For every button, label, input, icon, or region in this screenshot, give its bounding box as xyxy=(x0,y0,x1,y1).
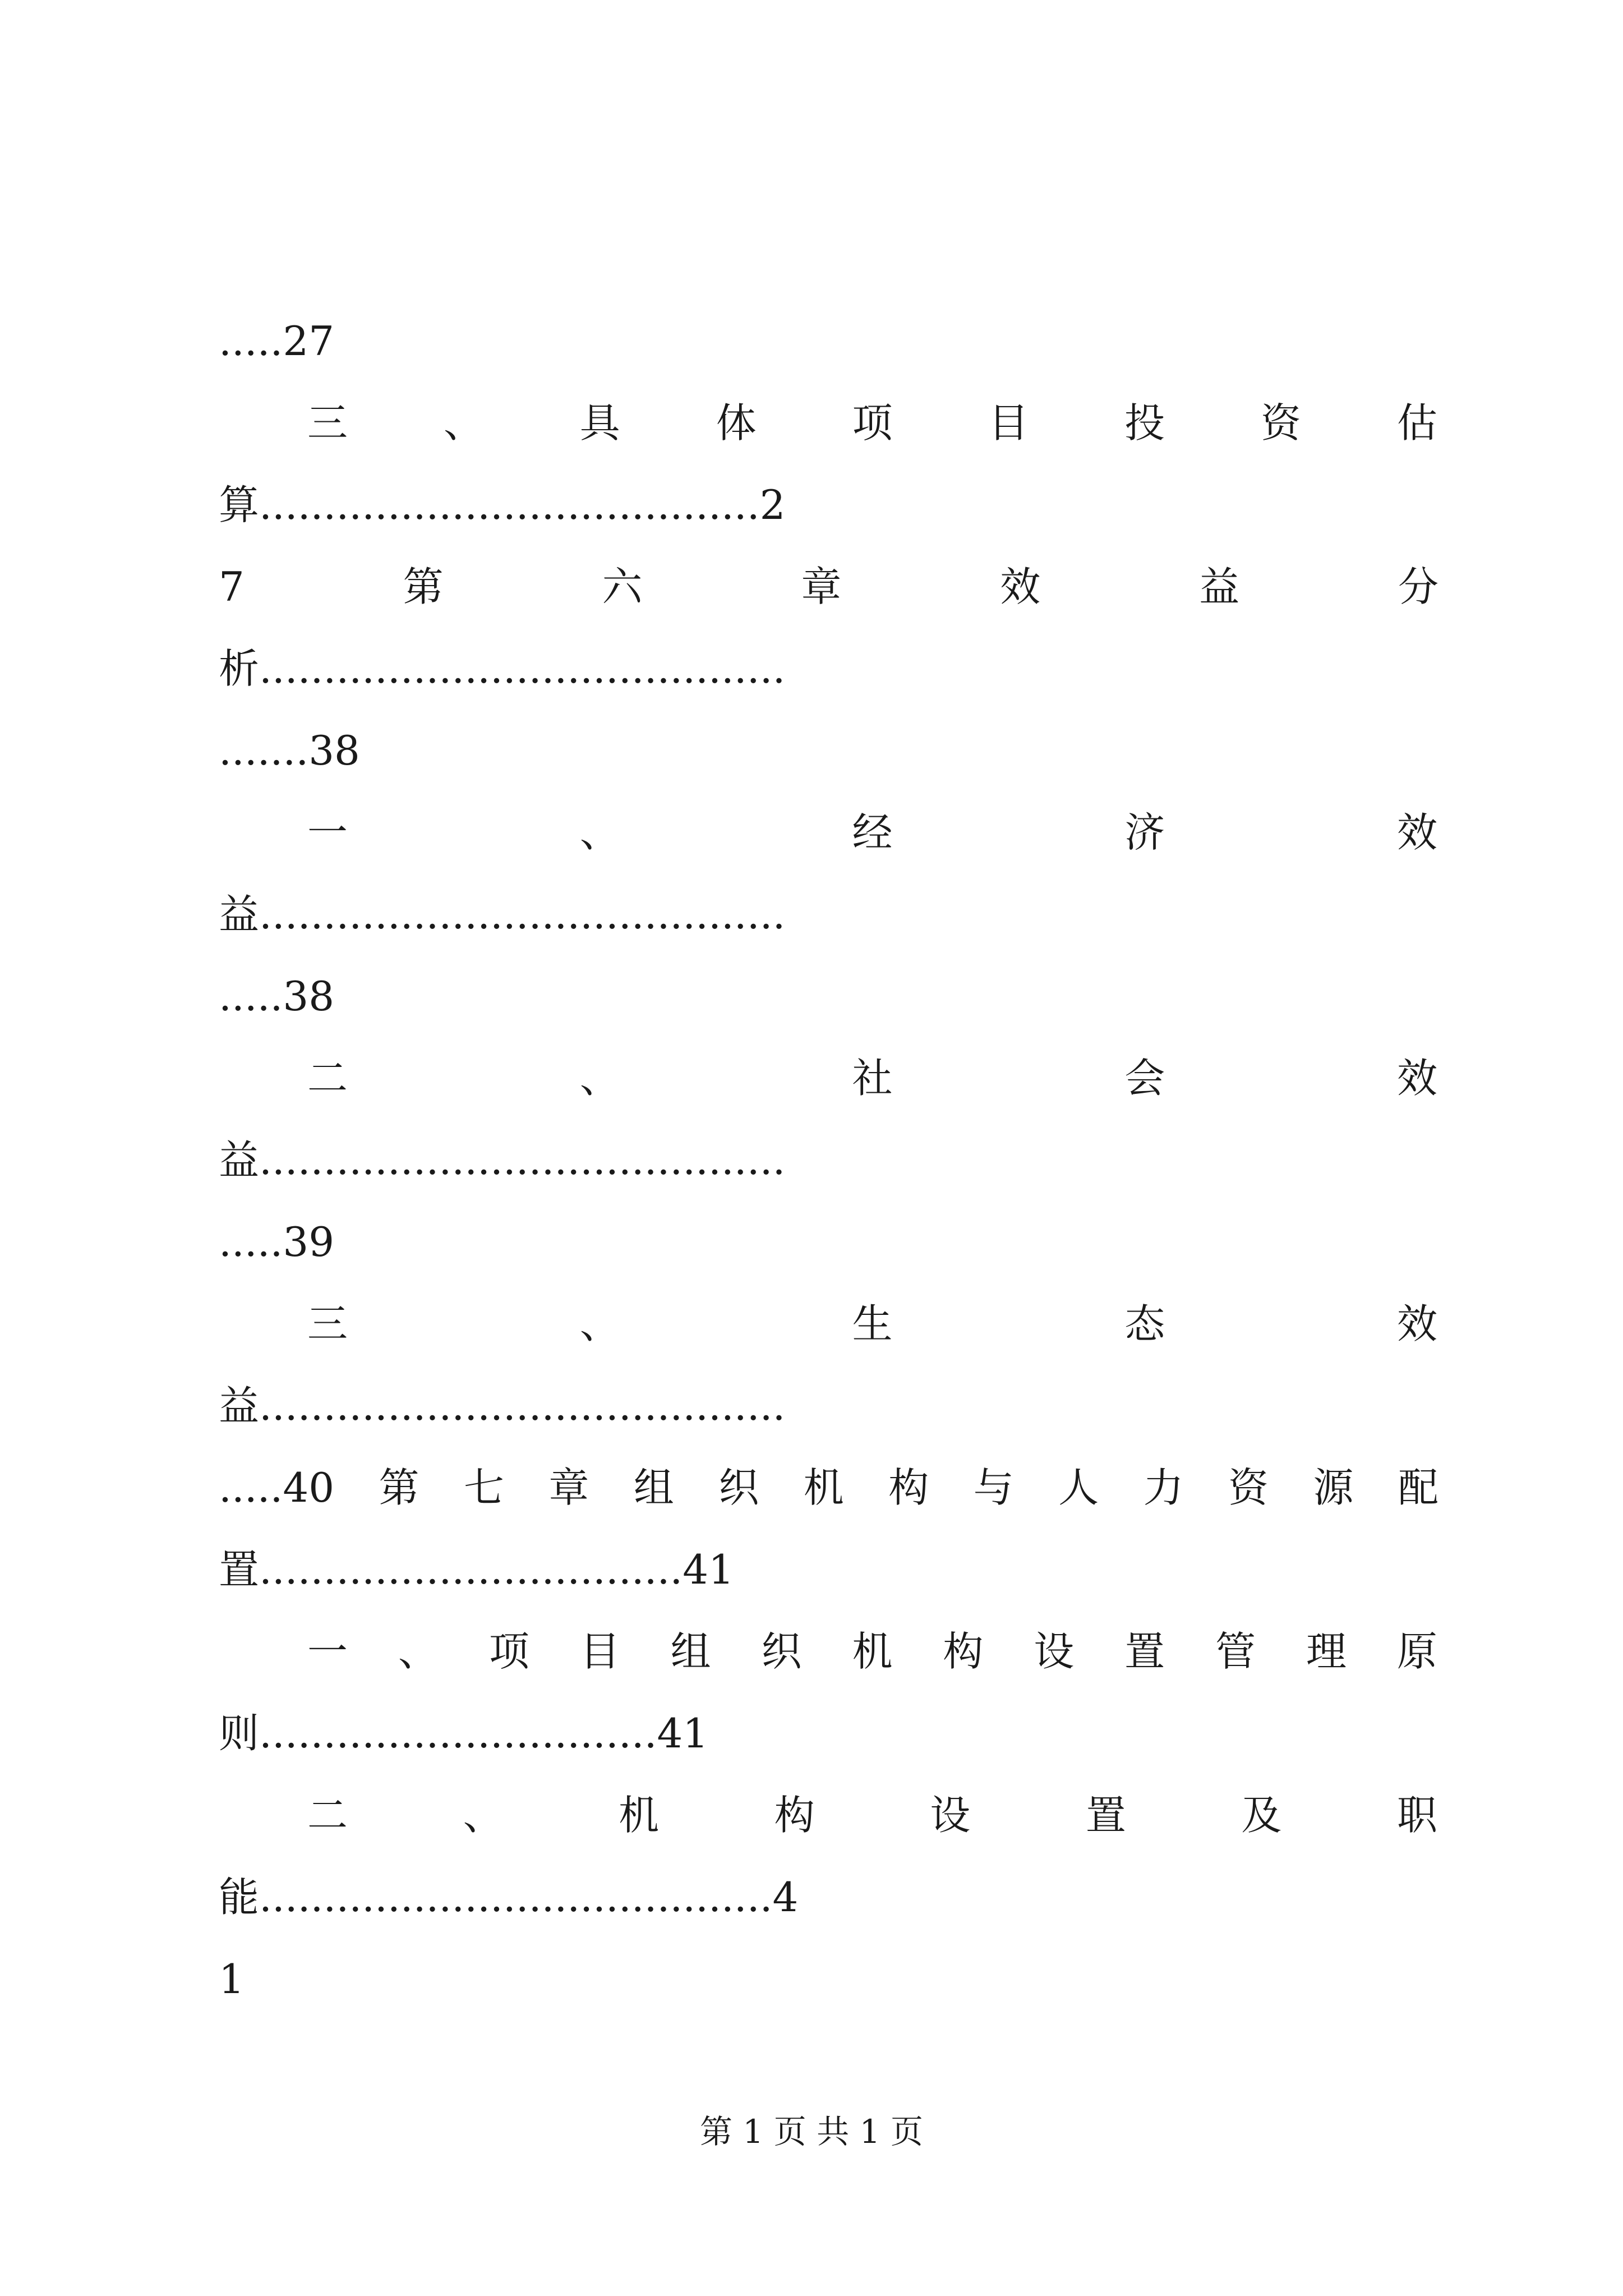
toc-line-8 xyxy=(219,881,1468,948)
page-footer: 第 1 页 共 1 页 xyxy=(700,2113,923,2151)
toc-char: 经 xyxy=(852,809,893,856)
toc-char: 构 xyxy=(943,1628,984,1675)
toc-char: 分 xyxy=(1398,563,1438,610)
toc-char: 织 xyxy=(761,1628,802,1675)
toc-char: 效 xyxy=(1396,809,1437,856)
toc-line-12 xyxy=(219,1208,1438,1276)
toc-char: 七 xyxy=(463,1464,504,1511)
toc-char: 济 xyxy=(1124,809,1165,856)
toc-char: 效 xyxy=(1396,1300,1437,1347)
toc-char: 社 xyxy=(852,1055,893,1102)
toc-text: 能........................................4 xyxy=(219,1874,799,1921)
toc-char: 三 xyxy=(307,1300,348,1347)
toc-text: .....38 xyxy=(219,973,335,1020)
toc-char: 资 xyxy=(1228,1464,1269,1511)
toc-char: 体 xyxy=(716,399,757,447)
toc-text: .....27 xyxy=(219,318,335,365)
toc-char: 三 xyxy=(307,399,348,447)
toc-text: .....39 xyxy=(219,1218,335,1266)
toc-char: 理 xyxy=(1306,1628,1347,1675)
toc-text: 置.................................41 xyxy=(219,1546,734,1593)
toc-line-5 xyxy=(219,635,1468,702)
toc-char: 章 xyxy=(548,1464,589,1511)
toc-line-4 xyxy=(219,553,1438,620)
toc-line-15 xyxy=(219,1454,1438,1521)
toc-char: 机 xyxy=(619,1792,660,1839)
toc-char: 项 xyxy=(488,1628,529,1675)
toc-char: 置 xyxy=(1085,1792,1126,1839)
toc-line-9 xyxy=(219,963,1438,1030)
toc-char: 职 xyxy=(1396,1792,1437,1839)
toc-char: 一 xyxy=(307,1628,348,1675)
toc-char: 、 xyxy=(579,1055,620,1102)
toc-char: 与 xyxy=(973,1464,1014,1511)
toc-line-6 xyxy=(219,717,1438,784)
toc-char: 、 xyxy=(443,399,484,447)
toc-char: 配 xyxy=(1398,1464,1438,1511)
toc-char: 织 xyxy=(718,1464,759,1511)
toc-char: 估 xyxy=(1396,399,1437,447)
toc-char: 具 xyxy=(579,399,620,447)
toc-line-17 xyxy=(307,1618,1437,1685)
toc-char: 态 xyxy=(1124,1300,1165,1347)
toc-char: 机 xyxy=(852,1628,893,1675)
toc-char: 人 xyxy=(1058,1464,1099,1511)
toc-text: 1 xyxy=(219,1955,245,2003)
toc-text: 益......................................... xyxy=(219,1382,786,1429)
toc-line-3 xyxy=(219,471,1438,539)
toc-line-16 xyxy=(219,1536,1438,1603)
toc-char: 构 xyxy=(888,1464,929,1511)
toc-text: .....40 xyxy=(219,1464,335,1511)
toc-line-11 xyxy=(219,1126,1468,1194)
toc-text: 析......................................... xyxy=(219,645,786,692)
toc-line-18 xyxy=(219,1700,1438,1767)
toc-line-14 xyxy=(219,1372,1468,1439)
toc-line-1 xyxy=(219,307,1438,375)
toc-text: 则...............................41 xyxy=(219,1710,709,1757)
toc-char: 力 xyxy=(1143,1464,1184,1511)
toc-text: 算.......................................2 xyxy=(219,481,786,528)
toc-char: 置 xyxy=(1124,1628,1165,1675)
toc-text: 益......................................... xyxy=(219,891,786,938)
toc-char: 效 xyxy=(1000,563,1041,610)
toc-char: 生 xyxy=(852,1300,893,1347)
toc-char: 会 xyxy=(1124,1055,1165,1102)
toc-char: 资 xyxy=(1261,399,1302,447)
toc-char: 六 xyxy=(602,563,643,610)
toc-char: 二 xyxy=(307,1055,348,1102)
toc-line-21 xyxy=(219,1945,1438,2013)
toc-char: 、 xyxy=(398,1628,439,1675)
toc-text: 益......................................... xyxy=(219,1137,786,1184)
toc-char: 、 xyxy=(463,1792,504,1839)
toc-line-10 xyxy=(307,1045,1437,1112)
toc-char: 二 xyxy=(307,1792,348,1839)
toc-char: 益 xyxy=(1199,563,1240,610)
toc-line-13 xyxy=(307,1290,1437,1358)
toc-char: 目 xyxy=(579,1628,620,1675)
toc-char: 、 xyxy=(579,1300,620,1347)
toc-char: 第 xyxy=(403,563,444,610)
toc-line-20 xyxy=(219,1864,1468,1931)
toc-char: 第 xyxy=(379,1464,419,1511)
toc-char: 目 xyxy=(988,399,1029,447)
toc-char: 项 xyxy=(852,399,893,447)
toc-char: 设 xyxy=(930,1792,971,1839)
toc-text: .......38 xyxy=(219,727,360,774)
toc-line-2 xyxy=(307,389,1437,457)
toc-char: 管 xyxy=(1215,1628,1256,1675)
toc-char: 原 xyxy=(1396,1628,1437,1675)
toc-char: 章 xyxy=(801,563,842,610)
toc-char: 效 xyxy=(1396,1055,1437,1102)
toc-char: 构 xyxy=(774,1792,815,1839)
toc-char: 7 xyxy=(219,563,245,610)
toc-line-7 xyxy=(307,799,1437,866)
toc-char: 一 xyxy=(307,809,348,856)
toc-char: 、 xyxy=(579,809,620,856)
toc-char: 设 xyxy=(1034,1628,1075,1675)
toc-char: 机 xyxy=(803,1464,844,1511)
toc-line-19 xyxy=(307,1782,1437,1849)
toc-char: 组 xyxy=(633,1464,674,1511)
toc-char: 投 xyxy=(1124,399,1165,447)
toc-char: 源 xyxy=(1313,1464,1354,1511)
toc-char: 及 xyxy=(1241,1792,1282,1839)
toc-char: 组 xyxy=(670,1628,711,1675)
